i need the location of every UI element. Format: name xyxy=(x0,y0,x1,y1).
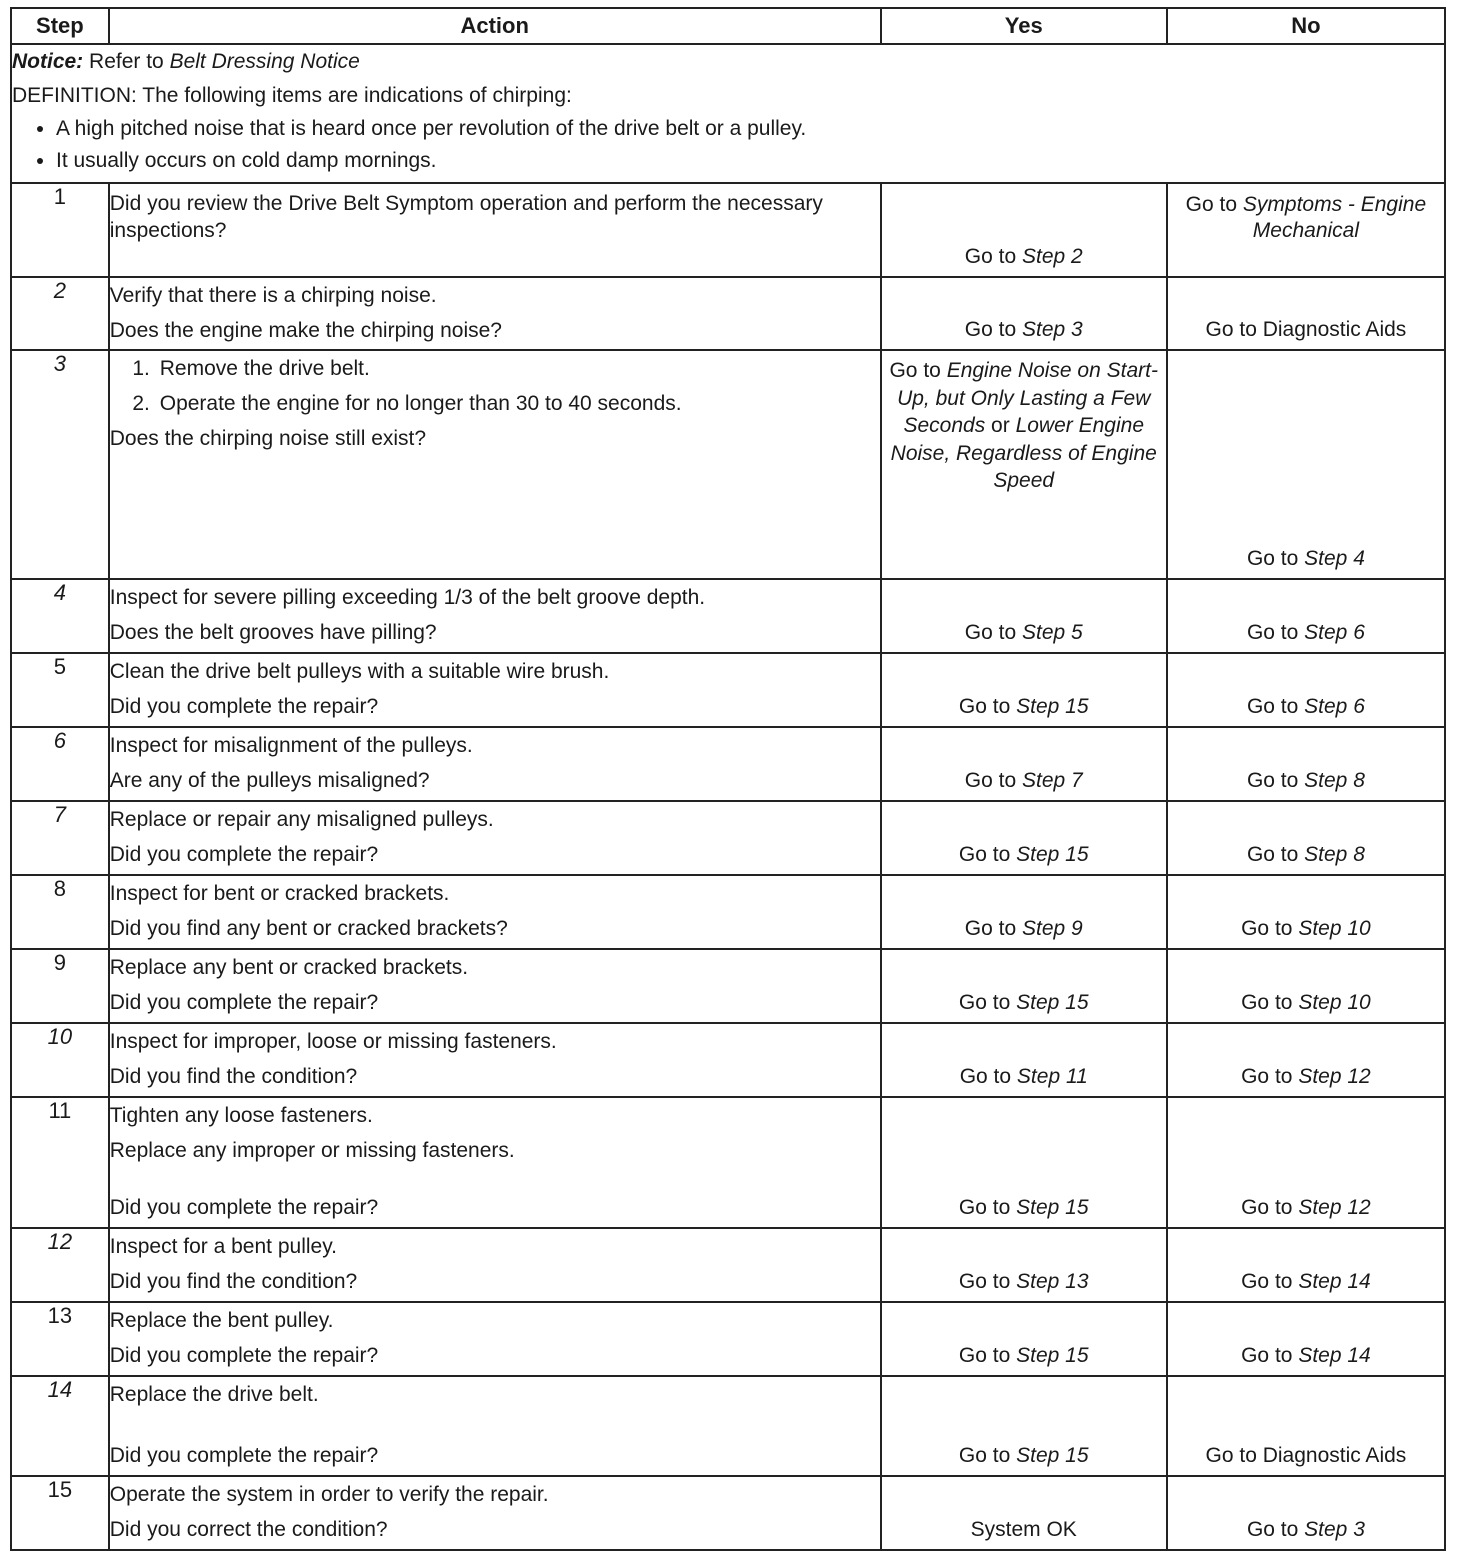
question-text: Does the engine make the chirping noise? xyxy=(109,319,502,342)
definition-bullet: • It usually occurs on cold damp mornings. xyxy=(56,145,1444,177)
no-cell[interactable] xyxy=(1167,949,1445,1023)
yes-cell[interactable] xyxy=(881,579,1167,653)
table-row xyxy=(11,653,1445,727)
table-row xyxy=(11,1302,1445,1376)
list-item: 2. Operate the engine for no longer than 30 to 40 seconds. xyxy=(156,386,880,421)
action-cell xyxy=(109,1097,881,1228)
no-prefix: Go to xyxy=(1185,193,1238,216)
table-row xyxy=(11,727,1445,801)
yes-prefix: Go to xyxy=(889,359,941,382)
header-action: Action xyxy=(109,8,881,44)
no-prefix: Go to xyxy=(1246,547,1299,570)
no-cell[interactable] xyxy=(1167,1302,1445,1376)
action-cell xyxy=(109,1228,881,1302)
no-prefix: Go to xyxy=(1241,1270,1293,1293)
header-step: Step xyxy=(11,8,109,44)
yes-target[interactable]: Step 9 xyxy=(1021,917,1083,940)
no-target[interactable]: Step 12 xyxy=(1298,1196,1371,1219)
yes-prefix: Go to xyxy=(958,991,1011,1014)
action-cell xyxy=(109,350,881,579)
yes-prefix: Go to xyxy=(958,1270,1011,1293)
step-number: 3 xyxy=(11,350,109,579)
no-target[interactable]: Symptoms - Engine Mechanical xyxy=(1242,193,1427,242)
no-cell[interactable] xyxy=(1167,1097,1445,1228)
yes-prefix: Go to xyxy=(964,621,1017,644)
yes-target[interactable]: Step 5 xyxy=(1021,621,1083,644)
action-text: Inspect for a bent pulley. xyxy=(109,1235,337,1258)
question-text: Did you correct the condition? xyxy=(109,1518,388,1541)
notice-line xyxy=(12,45,1444,79)
yes-text[interactable]: System OK xyxy=(970,1518,1077,1541)
no-prefix: Go to xyxy=(1241,1344,1293,1367)
question-text: Did you find any bent or cracked brackets? xyxy=(109,917,508,940)
no-target[interactable]: Step 3 xyxy=(1304,1518,1365,1541)
action-cell xyxy=(109,1476,881,1550)
no-prefix: Go to xyxy=(1241,991,1293,1014)
no-target[interactable]: Step 10 xyxy=(1298,991,1371,1014)
yes-target[interactable]: Step 13 xyxy=(1016,1270,1089,1293)
step-number: 6 xyxy=(11,727,109,801)
question-text: Does the belt grooves have pilling? xyxy=(109,621,437,644)
no-cell[interactable] xyxy=(1167,350,1445,579)
yes-cell[interactable] xyxy=(881,183,1167,277)
table-row xyxy=(11,1023,1445,1097)
yes-cell[interactable] xyxy=(881,801,1167,875)
yes-target[interactable]: Step 7 xyxy=(1021,769,1083,792)
no-prefix: Go to xyxy=(1246,1518,1299,1541)
no-cell[interactable] xyxy=(1167,801,1445,875)
yes-prefix: Go to xyxy=(964,769,1017,792)
yes-target[interactable]: Step 15 xyxy=(1016,695,1089,718)
step-number: 11 xyxy=(11,1097,109,1228)
no-prefix: Go to xyxy=(1246,843,1299,866)
action-cell xyxy=(109,875,881,949)
table-row xyxy=(11,579,1445,653)
action-cell xyxy=(109,727,881,801)
action-text: Replace any improper or missing fasteners. xyxy=(109,1139,515,1162)
step-number: 14 xyxy=(11,1376,109,1476)
question-text: Did you complete the repair? xyxy=(109,1444,379,1467)
action-text: Replace the drive belt. xyxy=(109,1383,319,1406)
action-text: Inspect for misalignment of the pulleys. xyxy=(109,734,473,757)
yes-target[interactable]: Lower Engine Noise, Regardless of Engine Speed xyxy=(890,414,1157,492)
no-prefix: Go to xyxy=(1241,1196,1293,1219)
step-number: 9 xyxy=(11,949,109,1023)
step-number: 4 xyxy=(11,579,109,653)
action-text: Replace any bent or cracked brackets. xyxy=(109,956,469,979)
yes-target[interactable]: Step 2 xyxy=(1021,245,1083,268)
table-row xyxy=(11,350,1445,579)
no-prefix: Go to xyxy=(1246,695,1299,718)
yes-target[interactable]: Step 15 xyxy=(1016,843,1089,866)
step-number: 7 xyxy=(11,801,109,875)
step-number: 10 xyxy=(11,1023,109,1097)
diagnostic-table xyxy=(10,7,1446,1551)
action-cell xyxy=(109,579,881,653)
action-cell xyxy=(109,1023,881,1097)
action-text: Tighten any loose fasteners. xyxy=(109,1104,373,1127)
table-row xyxy=(11,1376,1445,1476)
question-text: Did you complete the repair? xyxy=(109,843,379,866)
table-row xyxy=(11,277,1445,350)
yes-cell[interactable] xyxy=(881,1302,1167,1376)
step-number: 13 xyxy=(11,1302,109,1376)
action-cell xyxy=(109,653,881,727)
yes-target[interactable]: Step 3 xyxy=(1021,318,1083,341)
notice-cell xyxy=(11,44,1445,183)
yes-cell[interactable] xyxy=(881,277,1167,350)
no-target[interactable]: Step 12 xyxy=(1298,1065,1371,1088)
step-number: 15 xyxy=(11,1476,109,1550)
table-row xyxy=(11,949,1445,1023)
no-cell[interactable] xyxy=(1167,727,1445,801)
table-row xyxy=(11,801,1445,875)
no-cell[interactable] xyxy=(1167,579,1445,653)
question-text: Did you complete the repair? xyxy=(109,1196,379,1219)
action-text: Replace or repair any misaligned pulleys. xyxy=(109,808,494,831)
action-text: Operate the system in order to verify the repair. xyxy=(109,1483,549,1506)
action-cell xyxy=(109,277,881,350)
yes-prefix: Go to xyxy=(958,1344,1011,1367)
yes-cell[interactable] xyxy=(881,727,1167,801)
yes-prefix: Go to xyxy=(958,695,1011,718)
yes-target[interactable]: Step 15 xyxy=(1016,1196,1089,1219)
no-target[interactable]: Step 4 xyxy=(1304,547,1365,570)
no-cell[interactable] xyxy=(1167,1023,1445,1097)
no-cell[interactable] xyxy=(1167,1476,1445,1550)
step-number: 8 xyxy=(11,875,109,949)
yes-cell[interactable] xyxy=(881,1476,1167,1550)
yes-cell[interactable] xyxy=(881,875,1167,949)
question-text: Does the chirping noise still exist? xyxy=(109,427,427,450)
no-cell[interactable] xyxy=(1167,183,1445,277)
yes-joiner: or xyxy=(991,414,1010,437)
yes-target[interactable]: Engine Noise on Start-Up, but Only Lasting a Few Seconds xyxy=(897,359,1158,437)
no-cell[interactable] xyxy=(1167,1376,1445,1476)
step-number: 2 xyxy=(11,277,109,350)
yes-prefix: Go to xyxy=(964,245,1017,268)
no-prefix: Go to xyxy=(1241,1065,1293,1088)
no-cell[interactable] xyxy=(1167,1228,1445,1302)
no-target[interactable]: Step 14 xyxy=(1298,1270,1371,1293)
table-row xyxy=(11,875,1445,949)
notice-row xyxy=(11,44,1445,183)
table-row xyxy=(11,1228,1445,1302)
no-prefix: Go to xyxy=(1246,621,1299,644)
no-target[interactable]: Step 6 xyxy=(1304,621,1365,644)
table-row xyxy=(11,183,1445,277)
no-target[interactable]: Step 8 xyxy=(1304,843,1365,866)
yes-cell[interactable] xyxy=(881,949,1167,1023)
yes-prefix: Go to xyxy=(958,1444,1011,1467)
no-text[interactable]: Go to Diagnostic Aids xyxy=(1205,318,1407,341)
yes-target[interactable]: Step 11 xyxy=(1016,1065,1088,1088)
definition-text: DEFINITION: The following items are indications of chirping: xyxy=(12,84,572,107)
action-cell xyxy=(109,1376,881,1476)
question-text: Did you complete the repair? xyxy=(109,695,379,718)
definition-bullet: • A high pitched noise that is heard once per revolution of the drive belt or a pulley. xyxy=(56,113,1444,145)
action-cell xyxy=(109,183,881,277)
definition-bullets xyxy=(12,113,1444,177)
header-no: No xyxy=(1167,8,1445,44)
notice-label: Notice: xyxy=(12,50,84,73)
action-list xyxy=(110,351,880,421)
action-cell xyxy=(109,1302,881,1376)
yes-prefix: Go to xyxy=(958,843,1011,866)
no-cell[interactable] xyxy=(1167,653,1445,727)
no-target[interactable]: Step 10 xyxy=(1298,917,1371,940)
no-target[interactable]: Step 6 xyxy=(1304,695,1365,718)
no-prefix: Go to xyxy=(1246,769,1299,792)
yes-prefix: Go to xyxy=(958,1196,1011,1219)
yes-cell[interactable] xyxy=(881,1376,1167,1476)
action-text: Inspect for severe pilling exceeding 1/3 of the belt groove depth. xyxy=(109,586,706,609)
yes-cell[interactable] xyxy=(881,1023,1167,1097)
action-text: Verify that there is a chirping noise. xyxy=(109,284,437,307)
belt-dressing-notice-link[interactable]: Belt Dressing Notice xyxy=(169,50,360,73)
yes-target[interactable]: Step 15 xyxy=(1016,1344,1089,1367)
question-text: Did you complete the repair? xyxy=(109,1344,379,1367)
no-cell[interactable] xyxy=(1167,277,1445,350)
yes-cell[interactable] xyxy=(881,1097,1167,1228)
no-target[interactable]: Step 8 xyxy=(1304,769,1365,792)
question-text: Did you complete the repair? xyxy=(109,991,379,1014)
yes-cell[interactable] xyxy=(881,653,1167,727)
action-cell xyxy=(109,801,881,875)
step-number: 5 xyxy=(11,653,109,727)
no-text[interactable]: Go to Diagnostic Aids xyxy=(1205,1444,1407,1467)
yes-prefix: Go to xyxy=(964,318,1017,341)
action-text: Replace the bent pulley. xyxy=(109,1309,334,1332)
header-yes: Yes xyxy=(881,8,1167,44)
action-text: Clean the drive belt pulleys with a suitable wire brush. xyxy=(109,660,610,683)
table-row xyxy=(11,1097,1445,1228)
yes-target[interactable]: Step 15 xyxy=(1016,991,1089,1014)
table-row xyxy=(11,1476,1445,1550)
yes-cell[interactable] xyxy=(881,1228,1167,1302)
notice-refer-prefix: Refer to xyxy=(89,50,164,73)
question-text: Did you find the condition? xyxy=(109,1270,358,1293)
yes-cell[interactable] xyxy=(881,350,1167,579)
no-cell[interactable] xyxy=(1167,875,1445,949)
question-text: Did you find the condition? xyxy=(109,1065,358,1088)
question-text: Are any of the pulleys misaligned? xyxy=(109,769,430,792)
action-text: Inspect for improper, loose or missing fasteners. xyxy=(109,1030,557,1053)
yes-prefix: Go to xyxy=(964,917,1017,940)
list-item: 1. Remove the drive belt. xyxy=(156,351,880,386)
yes-prefix: Go to xyxy=(959,1065,1012,1088)
action-text: Inspect for bent or cracked brackets. xyxy=(109,882,450,905)
step-number: 12 xyxy=(11,1228,109,1302)
action-text: Did you review the Drive Belt Symptom operation and perform the necessary inspections? xyxy=(109,192,823,242)
no-target[interactable]: Step 14 xyxy=(1298,1344,1371,1367)
yes-target[interactable]: Step 15 xyxy=(1016,1444,1089,1467)
step-number: 1 xyxy=(11,183,109,277)
no-prefix: Go to xyxy=(1241,917,1293,940)
action-cell xyxy=(109,949,881,1023)
header-row xyxy=(11,8,1445,44)
